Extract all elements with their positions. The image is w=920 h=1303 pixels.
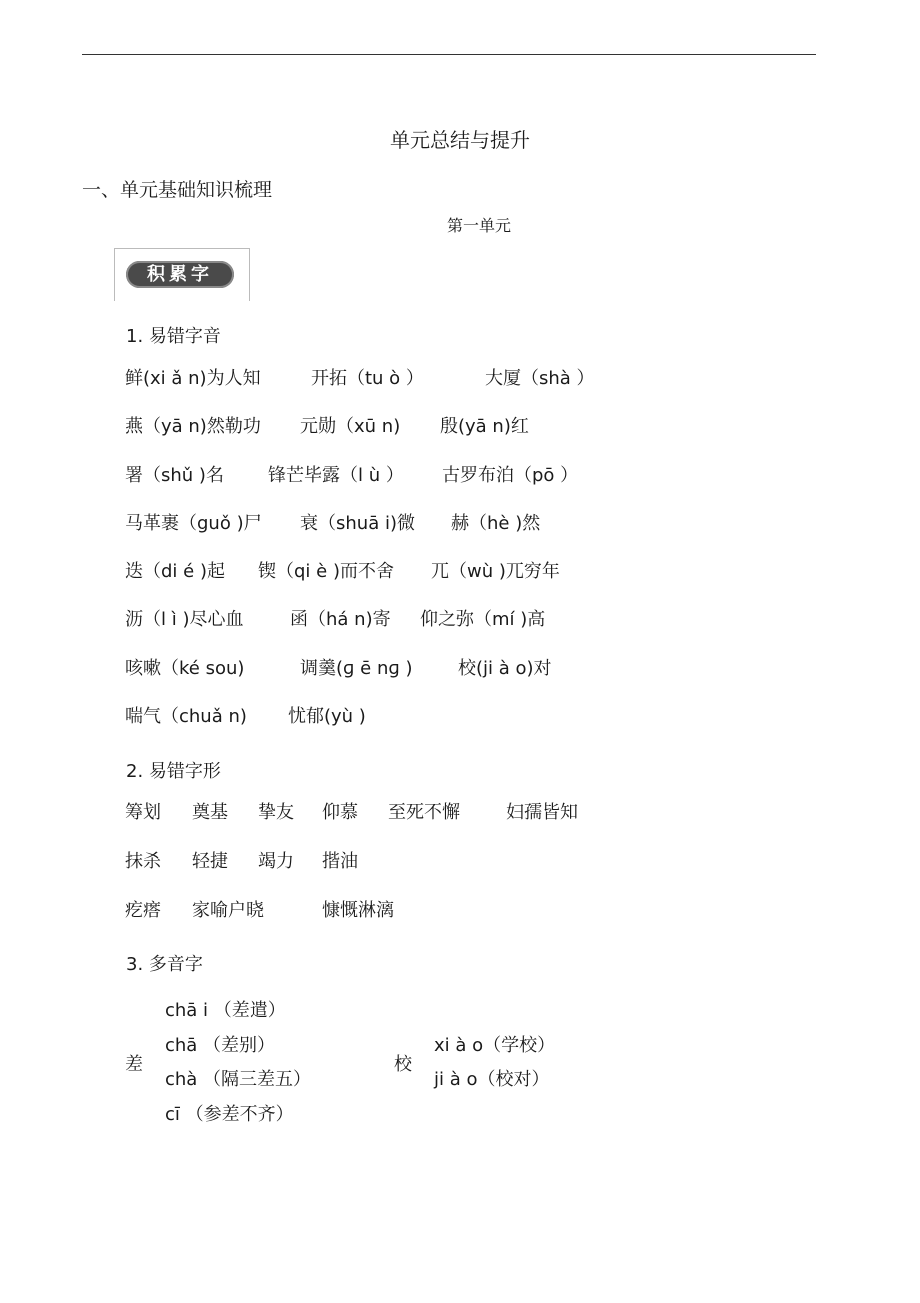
term: 署（shǔ )名 [125, 465, 224, 486]
term: 校(ji à o)对 [458, 658, 552, 679]
section-heading: 一、单元基础知识梳理 [82, 179, 273, 201]
term: 马革裹（guǒ )尸 [125, 513, 262, 534]
word: 妇孺皆知 [506, 802, 578, 823]
header-rule [82, 54, 816, 55]
term: 鲜(xi ǎ n)为人知 [125, 368, 261, 389]
term: 函（há n)寄 [290, 609, 391, 630]
page-title: 单元总结与提升 [390, 128, 530, 152]
word: 至死不懈 [388, 802, 460, 823]
word: 抹杀 [125, 851, 161, 872]
term: 兀（wù )兀穷年 [431, 561, 560, 582]
word: 慷慨淋漓 [322, 900, 394, 921]
term: 开拓（tu ò ） [311, 368, 424, 389]
reading: chā （差别） [165, 1035, 276, 1056]
term: 忧郁(yù ) [288, 706, 366, 727]
term: 殷(yā n)红 [440, 416, 529, 437]
reading: chā i （差遣） [165, 1000, 286, 1021]
part2-heading: 2. 易错字形 [126, 761, 221, 782]
term: 锲（qi è )而不舍 [258, 561, 394, 582]
word: 奠基 [192, 802, 228, 823]
part1-heading: 1. 易错字音 [126, 326, 221, 347]
term: 古罗布泊（pō ） [442, 465, 579, 486]
polyphone-char-cha: 差 [125, 1054, 143, 1075]
term: 沥（l ì )尽心血 [125, 609, 244, 630]
reading: xi à o（学校） [434, 1035, 556, 1056]
term: 大厦（shà ） [485, 368, 595, 389]
term: 迭（di é )起 [125, 561, 225, 582]
term: 喘气（chuǎ n) [125, 706, 247, 727]
word: 揩油 [322, 851, 358, 872]
part3-heading: 3. 多音字 [126, 954, 203, 975]
term: 调羹(ɡ ē nɡ ) [300, 658, 413, 679]
term: 燕（yā n)然勒功 [125, 416, 261, 437]
unit-label: 第一单元 [446, 216, 511, 235]
word: 挚友 [258, 802, 294, 823]
word: 竭力 [258, 851, 294, 872]
word: 疙瘩 [125, 900, 161, 921]
word: 仰慕 [322, 802, 358, 823]
reading: chà （隔三差五） [165, 1069, 312, 1090]
term: 赫（hè )然 [451, 513, 541, 534]
reading: ji à o（校对） [434, 1069, 550, 1090]
term: 元勋（xū n) [300, 416, 401, 437]
polyphone-char-xiao: 校 [394, 1054, 412, 1075]
word: 轻捷 [192, 851, 228, 872]
word: 筹划 [125, 802, 161, 823]
word: 家喻户晓 [192, 900, 264, 921]
term: 咳嗽（ké sou) [125, 658, 245, 679]
term: 锋芒毕露（l ù ） [268, 465, 404, 486]
reading: cī （参差不齐） [165, 1104, 294, 1125]
term: 仰之弥（mí )高 [420, 609, 546, 630]
badge-label: 积累字 [126, 261, 234, 288]
term: 衰（shuā i)微 [300, 513, 415, 534]
